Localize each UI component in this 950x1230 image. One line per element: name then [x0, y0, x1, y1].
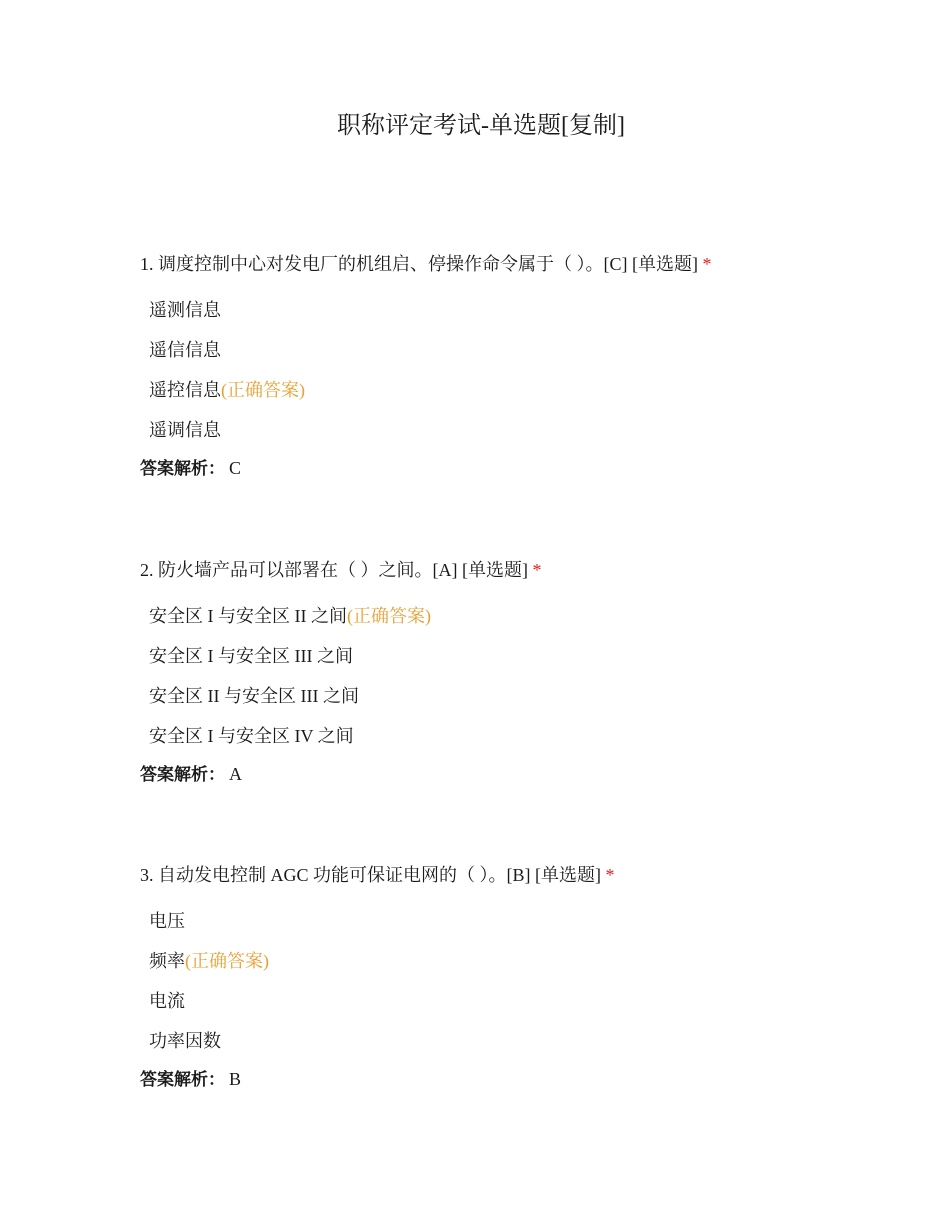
- question-text: 2. 防火墙产品可以部署在（ ）之间。[A] [单选题]: [140, 560, 528, 580]
- option-text: 安全区 I 与安全区 IV 之间: [149, 726, 354, 746]
- option-text: 遥信信息: [149, 340, 221, 360]
- correct-answer-mark: (正确答案): [185, 951, 269, 971]
- option-item: [140, 909, 900, 933]
- question-stem: [140, 558, 900, 582]
- option-text: 遥测信息: [149, 300, 221, 320]
- question-stem: [140, 863, 900, 887]
- option-item: [140, 644, 900, 668]
- option-item: [140, 684, 900, 708]
- option-text: 安全区 II 与安全区 III 之间: [149, 686, 359, 706]
- analysis-label: 答案解析：: [140, 765, 225, 785]
- answer-analysis: [140, 762, 900, 786]
- question-3: [140, 863, 900, 1091]
- option-list: [140, 909, 900, 1053]
- option-text: 安全区 I 与安全区 II 之间: [149, 606, 347, 626]
- question-text: 1. 调度控制中心对发电厂的机组启、停操作命令属于（ ）。[C] [单选题]: [140, 254, 698, 274]
- analysis-label: 答案解析：: [140, 1070, 225, 1090]
- required-mark: *: [605, 865, 615, 885]
- answer-analysis: [140, 456, 900, 480]
- answer-analysis: [140, 1067, 900, 1091]
- required-mark: *: [702, 254, 712, 274]
- option-item: [140, 989, 900, 1013]
- option-text: 功率因数: [149, 1031, 221, 1051]
- option-item: [140, 604, 900, 628]
- correct-answer-mark: (正确答案): [221, 380, 305, 400]
- required-mark: *: [532, 560, 542, 580]
- correct-answer-mark: (正确答案): [346, 606, 431, 626]
- option-item: [140, 338, 900, 362]
- option-item: [140, 418, 900, 442]
- option-text: 电压: [149, 911, 185, 931]
- question-text: 3. 自动发电控制 AGC 功能可保证电网的（ ）。[B] [单选题]: [140, 865, 601, 885]
- option-text: 电流: [149, 991, 185, 1011]
- option-list: [140, 604, 900, 748]
- option-item: [140, 724, 900, 748]
- analysis-value: B: [229, 1069, 242, 1089]
- page-title: 职称评定考试-单选题[复制]: [337, 113, 625, 139]
- analysis-value: C: [229, 458, 242, 478]
- option-text: 安全区 I 与安全区 III 之间: [149, 646, 353, 666]
- option-list: [140, 298, 900, 442]
- option-item: [140, 378, 900, 402]
- option-text: 遥调信息: [149, 420, 221, 440]
- question-2: [140, 558, 900, 786]
- analysis-value: A: [229, 764, 242, 784]
- question-stem: [140, 252, 900, 276]
- option-item: [140, 298, 900, 322]
- analysis-label: 答案解析：: [140, 459, 225, 479]
- option-text: 遥控信息: [149, 380, 221, 400]
- question-1: [140, 252, 900, 480]
- option-text: 频率: [149, 951, 185, 971]
- option-item: [140, 949, 900, 973]
- option-item: [140, 1029, 900, 1053]
